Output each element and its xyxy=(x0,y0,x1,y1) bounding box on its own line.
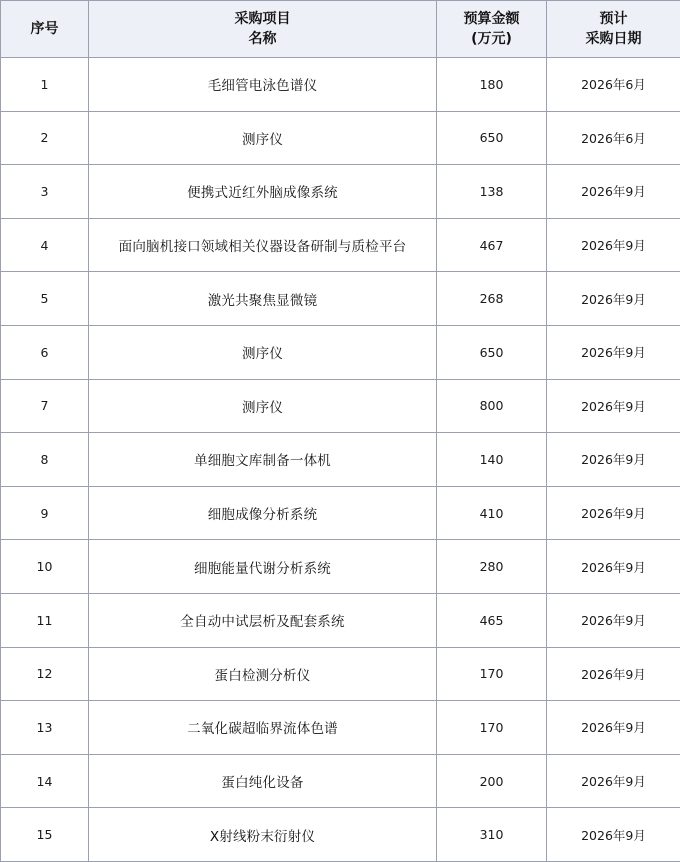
cell-budget: 310 xyxy=(437,808,547,862)
cell-budget: 268 xyxy=(437,272,547,326)
cell-budget: 467 xyxy=(437,218,547,272)
cell-name: 测序仪 xyxy=(89,111,437,165)
cell-index: 12 xyxy=(1,647,89,701)
cell-date: 2026年9月 xyxy=(547,701,680,755)
table-row xyxy=(1,540,680,594)
cell-index: 4 xyxy=(1,218,89,272)
cell-name: 毛细管电泳色谱仪 xyxy=(89,58,437,112)
cell-name: 二氧化碳超临界流体色谱 xyxy=(89,701,437,755)
cell-date: 2026年9月 xyxy=(547,433,680,487)
cell-budget: 138 xyxy=(437,165,547,219)
cell-name: 细胞成像分析系统 xyxy=(89,486,437,540)
cell-budget: 180 xyxy=(437,58,547,112)
cell-date: 2026年9月 xyxy=(547,218,680,272)
cell-index: 8 xyxy=(1,433,89,487)
table-row xyxy=(1,486,680,540)
cell-name: 测序仪 xyxy=(89,325,437,379)
cell-date: 2026年9月 xyxy=(547,647,680,701)
table-row xyxy=(1,58,680,112)
cell-name: 细胞能量代谢分析系统 xyxy=(89,540,437,594)
column-header-budget-line1: 预算金额 xyxy=(441,9,542,29)
cell-index: 3 xyxy=(1,165,89,219)
cell-budget: 170 xyxy=(437,647,547,701)
cell-index: 1 xyxy=(1,58,89,112)
cell-name: 便携式近红外脑成像系统 xyxy=(89,165,437,219)
cell-date: 2026年9月 xyxy=(547,486,680,540)
table-row xyxy=(1,325,680,379)
cell-budget: 200 xyxy=(437,754,547,808)
cell-date: 2026年9月 xyxy=(547,379,680,433)
cell-date: 2026年6月 xyxy=(547,58,680,112)
cell-index: 9 xyxy=(1,486,89,540)
table-row xyxy=(1,433,680,487)
column-header-index xyxy=(1,1,89,58)
cell-budget: 465 xyxy=(437,593,547,647)
column-header-budget-line2: (万元) xyxy=(441,29,542,49)
cell-name: 蛋白检测分析仪 xyxy=(89,647,437,701)
column-header-name xyxy=(89,1,437,58)
cell-date: 2026年9月 xyxy=(547,165,680,219)
table-row xyxy=(1,111,680,165)
column-header-date xyxy=(547,1,680,58)
column-header-index-line1: 序号 xyxy=(5,19,84,39)
cell-date: 2026年9月 xyxy=(547,540,680,594)
cell-name: 激光共聚焦显微镜 xyxy=(89,272,437,326)
cell-date: 2026年6月 xyxy=(547,111,680,165)
cell-date: 2026年9月 xyxy=(547,808,680,862)
cell-name: 单细胞文库制备一体机 xyxy=(89,433,437,487)
column-header-name-line2: 名称 xyxy=(93,29,432,49)
cell-budget: 280 xyxy=(437,540,547,594)
cell-budget: 800 xyxy=(437,379,547,433)
cell-budget: 170 xyxy=(437,701,547,755)
cell-budget: 650 xyxy=(437,325,547,379)
column-header-date-line2: 采购日期 xyxy=(551,29,676,49)
cell-index: 2 xyxy=(1,111,89,165)
column-header-name-line1: 采购项目 xyxy=(93,9,432,29)
cell-budget: 140 xyxy=(437,433,547,487)
cell-date: 2026年9月 xyxy=(547,272,680,326)
table-row xyxy=(1,593,680,647)
cell-date: 2026年9月 xyxy=(547,593,680,647)
cell-name: 面向脑机接口领域相关仪器设备研制与质检平台 xyxy=(89,218,437,272)
cell-index: 13 xyxy=(1,701,89,755)
cell-name: 蛋白纯化设备 xyxy=(89,754,437,808)
table-row xyxy=(1,272,680,326)
cell-index: 6 xyxy=(1,325,89,379)
table-header-row xyxy=(1,1,680,58)
table-row xyxy=(1,754,680,808)
cell-index: 11 xyxy=(1,593,89,647)
cell-index: 10 xyxy=(1,540,89,594)
table-row xyxy=(1,808,680,862)
table-row xyxy=(1,165,680,219)
cell-name: X射线粉末衍射仪 xyxy=(89,808,437,862)
table-row xyxy=(1,647,680,701)
table-body xyxy=(1,58,680,862)
cell-index: 7 xyxy=(1,379,89,433)
column-header-date-line1: 预计 xyxy=(551,9,676,29)
cell-index: 14 xyxy=(1,754,89,808)
column-header-budget xyxy=(437,1,547,58)
cell-date: 2026年9月 xyxy=(547,325,680,379)
cell-index: 15 xyxy=(1,808,89,862)
cell-name: 测序仪 xyxy=(89,379,437,433)
cell-date: 2026年9月 xyxy=(547,754,680,808)
table-row xyxy=(1,701,680,755)
table-header xyxy=(1,1,680,58)
cell-name: 全自动中试层析及配套系统 xyxy=(89,593,437,647)
table-row xyxy=(1,379,680,433)
cell-budget: 650 xyxy=(437,111,547,165)
cell-budget: 410 xyxy=(437,486,547,540)
table-row xyxy=(1,218,680,272)
cell-index: 5 xyxy=(1,272,89,326)
